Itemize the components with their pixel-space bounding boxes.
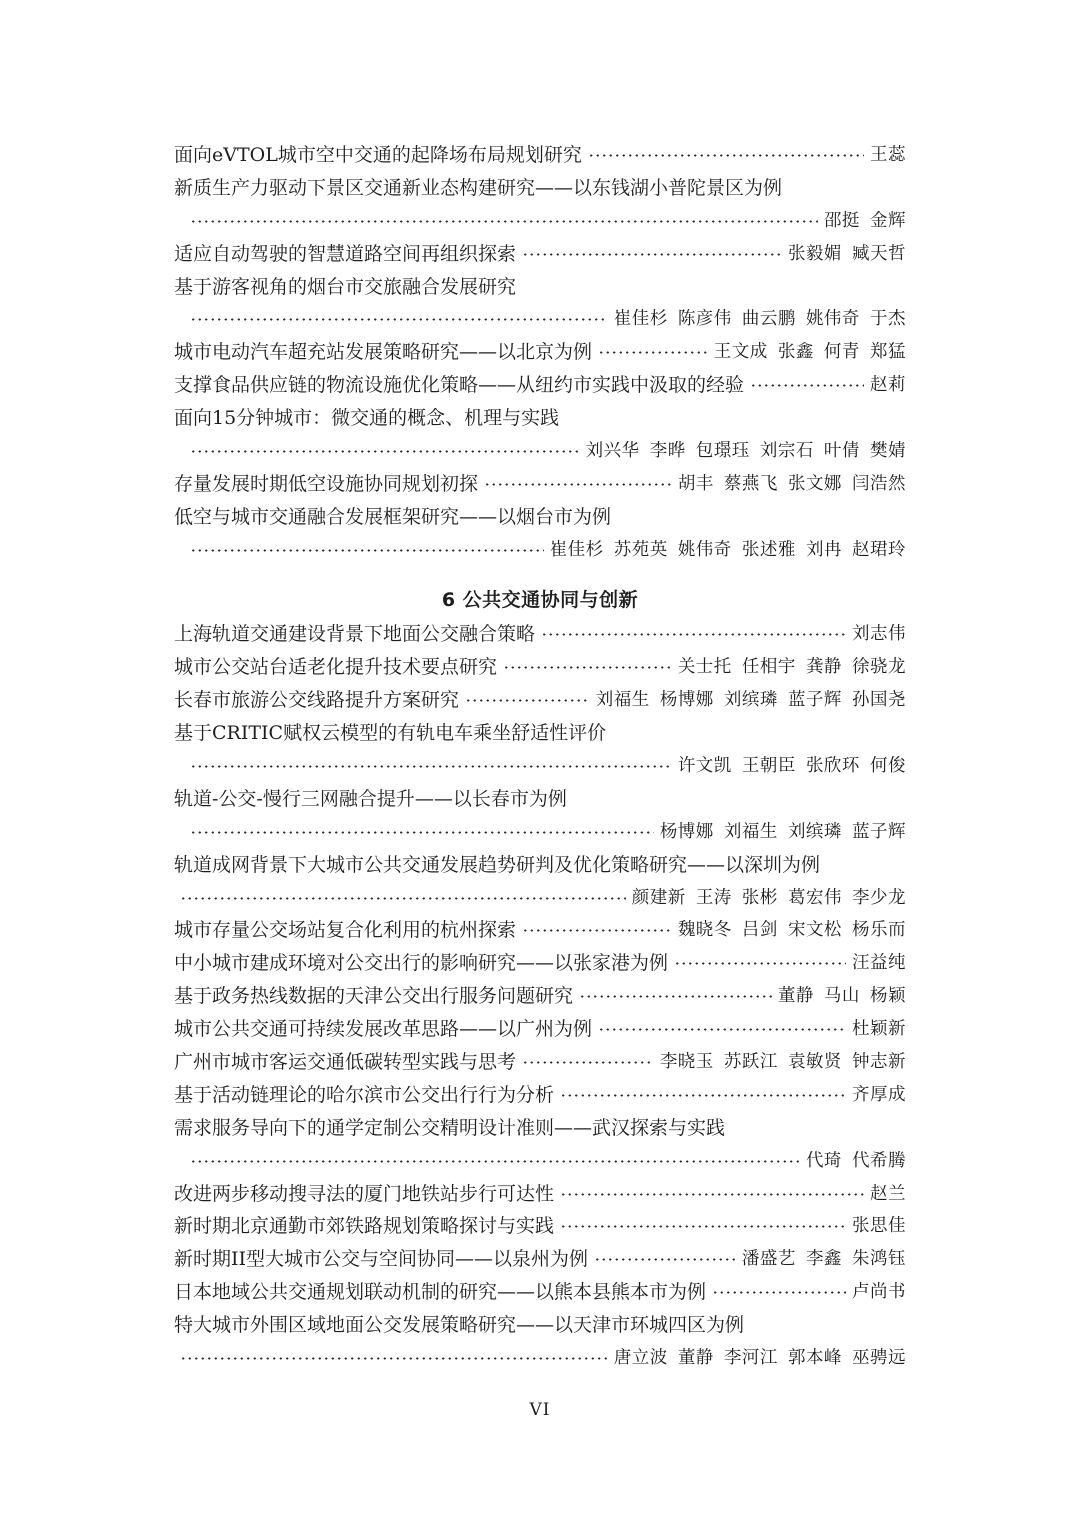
toc-entry bbox=[174, 682, 906, 715]
toc-entry-author-line bbox=[174, 203, 906, 236]
dot-leader bbox=[560, 1094, 846, 1097]
dot-leader bbox=[522, 1061, 654, 1064]
entry-authors: 杜颖新 bbox=[852, 1019, 906, 1040]
entry-authors: 赵兰 bbox=[870, 1183, 906, 1204]
entry-title: 城市存量公交场站复合化利用的杭州探索 bbox=[174, 919, 517, 942]
entry-title: 面向15分钟城市：微交通的概念、机理与实践 bbox=[174, 407, 560, 430]
entry-title: 轨道-公交-慢行三网融合提升——以长春市为例 bbox=[174, 787, 567, 810]
toc-entry bbox=[174, 616, 906, 649]
entry-title: 基于政务热线数据的天津公交出行服务问题研究 bbox=[174, 985, 574, 1008]
toc-entry-author-line bbox=[174, 301, 906, 334]
dot-leader bbox=[522, 253, 782, 256]
dot-leader bbox=[190, 450, 580, 453]
entry-authors: 关士托 任相宇 龚静 徐骁龙 bbox=[677, 657, 906, 678]
toc-entry-title-line bbox=[174, 170, 906, 203]
entry-title: 中小城市建成环境对公交出行的影响研究——以张家港为例 bbox=[174, 952, 669, 975]
entry-title: 城市公共交通可持续发展改革思路——以广州为例 bbox=[174, 1018, 593, 1041]
toc-entry-author-line bbox=[174, 748, 906, 781]
entry-title: 新质生产力驱动下景区交通新业态构建研究——以东钱湖小普陀景区为例 bbox=[174, 176, 783, 199]
toc-entry bbox=[174, 137, 906, 170]
entry-authors: 王文成 张鑫 何青 郑猛 bbox=[713, 342, 906, 363]
entry-title: 面向eVTOL城市空中交通的起降场布局规划研究 bbox=[174, 143, 582, 166]
entry-title: 新时期II型大城市公交与空间协同——以泉州为例 bbox=[174, 1248, 589, 1271]
toc-entry-title-line bbox=[174, 269, 906, 302]
toc-entry-title-line bbox=[174, 1307, 906, 1340]
dot-leader bbox=[180, 897, 626, 900]
toc-entry-title-line bbox=[174, 715, 906, 748]
entry-authors: 董静 马山 杨颖 bbox=[777, 986, 906, 1007]
entry-authors: 杨博娜 刘福生 刘缤璘 蓝子辉 bbox=[659, 821, 906, 842]
toc-entry bbox=[174, 1044, 906, 1077]
dot-leader bbox=[594, 1258, 736, 1261]
toc-entry bbox=[174, 1077, 906, 1110]
toc-entry bbox=[174, 1209, 906, 1242]
toc-entry-author-line bbox=[174, 880, 906, 913]
entry-authors: 崔佳杉 陈彦伟 曲云鹏 姚伟奇 于杰 bbox=[613, 309, 906, 330]
toc-entry bbox=[174, 649, 906, 682]
entry-authors: 唐立波 董静 李河江 郭本峰 巫骋远 bbox=[613, 1348, 906, 1368]
entry-title: 低空与城市交通融合发展框架研究——以烟台市为例 bbox=[174, 505, 612, 528]
toc-entry bbox=[174, 236, 906, 269]
entry-authors: 崔佳杉 苏苑英 姚伟奇 张述雅 刘冉 赵珺玲 bbox=[549, 539, 906, 560]
entry-title: 基于CRITIC赋权云模型的有轨电车乘坐舒适性评价 bbox=[174, 722, 607, 745]
dot-leader bbox=[674, 962, 846, 965]
toc-entry bbox=[174, 978, 906, 1011]
toc-entry-author-line bbox=[174, 433, 906, 466]
page-number: VI bbox=[529, 1400, 551, 1420]
dot-leader bbox=[190, 549, 544, 552]
dot-leader bbox=[503, 666, 672, 669]
entry-title: 存量发展时期低空设施协同规划初探 bbox=[174, 472, 479, 495]
entry-title: 适应自动驾驶的智慧道路空间再组织探索 bbox=[174, 242, 517, 265]
entry-title: 基于活动链理论的哈尔滨市公交出行行为分析 bbox=[174, 1083, 555, 1106]
toc-entry-author-line bbox=[174, 1143, 906, 1176]
dot-leader bbox=[180, 1357, 608, 1360]
entry-authors: 颜建新 王涛 张彬 葛宏伟 李少龙 bbox=[631, 887, 906, 908]
dot-leader bbox=[712, 1291, 846, 1294]
dot-leader bbox=[465, 699, 590, 702]
entry-title: 基于游客视角的烟台市交旅融合发展研究 bbox=[174, 275, 517, 298]
entry-title: 城市电动汽车超充站发展策略研究——以北京为例 bbox=[174, 341, 593, 364]
toc-entry bbox=[174, 1241, 906, 1274]
toc-entry bbox=[174, 1176, 906, 1209]
toc-entry bbox=[174, 945, 906, 978]
entry-authors: 卢尚书 bbox=[852, 1282, 906, 1303]
dot-leader bbox=[190, 831, 654, 834]
toc-entry-title-line bbox=[174, 781, 906, 814]
dot-leader bbox=[598, 351, 708, 354]
table-of-contents bbox=[174, 137, 906, 1373]
dot-leader bbox=[484, 483, 672, 486]
entry-authors: 魏晓冬 吕剑 宋文松 杨乐而 bbox=[677, 920, 906, 941]
entry-title: 上海轨道交通建设背景下地面公交融合策略 bbox=[174, 623, 536, 646]
toc-entry-author-line bbox=[174, 532, 906, 565]
toc-entry-title-line bbox=[174, 400, 906, 433]
entry-title: 改进两步移动搜寻法的厦门地铁站步行可达性 bbox=[174, 1182, 555, 1205]
dot-leader bbox=[190, 1160, 800, 1163]
dot-leader bbox=[522, 929, 672, 932]
toc-entry bbox=[174, 1011, 906, 1044]
entry-title: 轨道成网背景下大城市公共交通发展趋势研判及优化策略研究——以深圳为例 bbox=[174, 853, 821, 876]
dot-leader bbox=[588, 154, 864, 157]
entry-authors: 汪益纯 bbox=[852, 953, 906, 974]
dot-leader bbox=[560, 1193, 864, 1196]
entry-authors: 代琦 代希腾 bbox=[805, 1150, 906, 1171]
toc-entry bbox=[174, 367, 906, 400]
entry-authors: 张思佳 bbox=[852, 1216, 906, 1237]
toc-entry bbox=[174, 466, 906, 499]
toc-entry-title-line bbox=[174, 847, 906, 880]
dot-leader bbox=[560, 1225, 846, 1228]
entry-title: 新时期北京通勤市郊铁路规划策略探讨与实践 bbox=[174, 1215, 555, 1238]
entry-title: 特大城市外围区域地面公交发展策略研究——以天津市环城四区为例 bbox=[174, 1314, 745, 1337]
toc-entry-author-line bbox=[174, 814, 906, 847]
entry-title: 长春市旅游公交线路提升方案研究 bbox=[174, 689, 460, 712]
entry-authors: 刘兴华 李晔 包璟珏 刘宗石 叶倩 樊婧 bbox=[585, 440, 906, 461]
entry-authors: 刘福生 杨博娜 刘缤璘 蓝子辉 孙国尧 bbox=[595, 690, 906, 711]
toc-entry-title-line bbox=[174, 1110, 906, 1143]
toc-entry-title-line bbox=[174, 499, 906, 532]
entry-title: 日本地域公共交通规划联动机制的研究——以熊本县熊本市为例 bbox=[174, 1281, 707, 1304]
dot-leader bbox=[750, 384, 864, 387]
entry-authors: 王蕊 bbox=[870, 144, 906, 165]
toc-entry bbox=[174, 334, 906, 367]
entry-title: 需求服务导向下的通学定制公交精明设计准则——武汉探索与实践 bbox=[174, 1116, 726, 1139]
dot-leader bbox=[190, 318, 608, 321]
entry-authors: 邵挺 金辉 bbox=[823, 210, 906, 231]
entry-authors: 齐厚成 bbox=[852, 1084, 906, 1105]
dot-leader bbox=[541, 633, 846, 636]
toc-entry bbox=[174, 912, 906, 945]
entry-authors: 许文凯 王朝臣 张欣环 何俊 bbox=[677, 755, 906, 776]
entry-title: 广州市城市客运交通低碳转型实践与思考 bbox=[174, 1050, 517, 1073]
entry-authors: 刘志伟 bbox=[852, 624, 906, 645]
section-heading: 6 公共交通协同与创新 bbox=[441, 588, 639, 611]
entry-title: 城市公交站台适老化提升技术要点研究 bbox=[174, 656, 498, 679]
entry-authors: 李晓玉 苏跃江 袁敏贤 钟志新 bbox=[659, 1051, 906, 1072]
toc-entry-author-line bbox=[174, 1340, 906, 1373]
entry-authors: 胡丰 蔡燕飞 张文娜 闫浩然 bbox=[677, 473, 906, 494]
entry-authors: 赵莉 bbox=[870, 375, 906, 396]
entry-authors: 潘盛艺 李鑫 朱鸿钰 bbox=[741, 1249, 906, 1270]
dot-leader bbox=[190, 220, 818, 223]
entry-authors: 张毅媚 臧天哲 bbox=[787, 243, 906, 264]
dot-leader bbox=[598, 1028, 846, 1031]
dot-leader bbox=[579, 995, 772, 998]
toc-entry bbox=[174, 1274, 906, 1307]
dot-leader bbox=[190, 765, 672, 768]
entry-title: 支撑食品供应链的物流设施优化策略——从纽约市实践中汲取的经验 bbox=[174, 374, 745, 397]
